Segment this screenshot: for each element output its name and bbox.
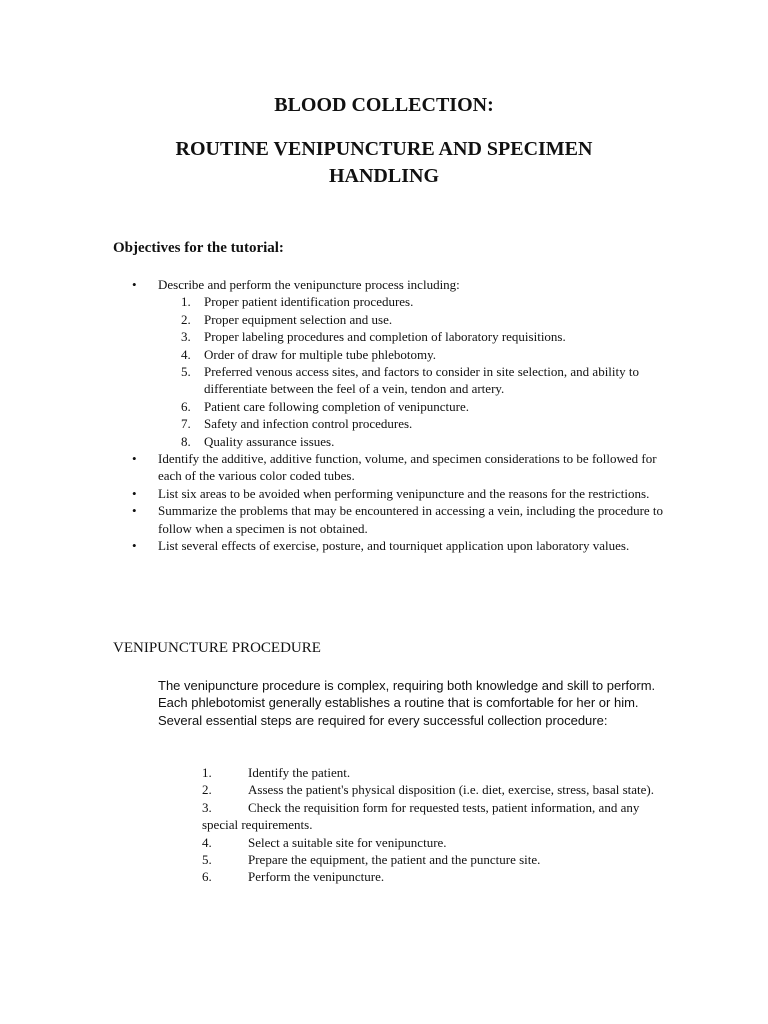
- step-text: Check the requisition form for requested tests, patient information, and any special requirements.: [202, 799, 640, 833]
- step-number: 3.: [202, 799, 212, 815]
- objective-text: Summarize the problems that may be encountered in accessing a vein, including the procedure to follow when a specimen is not obtained.: [158, 503, 664, 536]
- subitem-number: 3.: [181, 329, 191, 345]
- subitem-number: 6.: [181, 398, 191, 414]
- subitem-text: Proper patient identification procedures.: [204, 294, 414, 310]
- bullet-marker: •: [132, 485, 137, 501]
- objective-subitem: [113, 293, 673, 310]
- subitem-number: 4.: [181, 346, 191, 362]
- step-text: Assess the patient's physical disposition (i.e. diet, exercise, stress, basal state).: [248, 782, 654, 798]
- subitem-number: 5.: [181, 364, 191, 380]
- step-item: [202, 851, 654, 868]
- subitem-number: 1.: [181, 294, 191, 310]
- step-number: 2.: [202, 782, 212, 798]
- objective-subitem: [113, 363, 673, 398]
- step-item: [202, 834, 654, 851]
- objective-text: Identify the additive, additive function, volume, and specimen considerations to be followed for each of the various color coded tubes.: [158, 451, 657, 484]
- subitem-text: Patient care following completion of venipuncture.: [204, 398, 469, 414]
- bullet-marker: •: [132, 277, 137, 292]
- subitem-text: Order of draw for multiple tube phlebotomy.: [204, 346, 437, 362]
- document-subtitle: ROUTINE VENIPUNCTURE AND SPECIMEN HANDLING: [175, 138, 593, 187]
- venipuncture-heading: VENIPUNCTURE PROCEDURE: [113, 640, 321, 656]
- subitem-number: 8.: [181, 433, 191, 449]
- bullet-marker: •: [132, 503, 137, 519]
- objective-bullet: [113, 276, 673, 293]
- bullet-marker: •: [132, 451, 137, 467]
- objectives-list: [113, 276, 673, 555]
- subitem-text: Safety and infection control procedures.: [204, 416, 413, 432]
- objective-bullet: [113, 502, 673, 537]
- venipuncture-steps: [202, 764, 654, 886]
- bullet-marker: •: [132, 538, 137, 554]
- objective-text: Describe and perform the venipuncture process including:: [158, 277, 460, 292]
- step-number: 6.: [202, 869, 212, 885]
- subitem-text: Proper equipment selection and use.: [204, 311, 393, 327]
- objective-text: List six areas to be avoided when performing venipuncture and the reasons for the restrictions.: [158, 485, 650, 501]
- step-item: [202, 868, 654, 885]
- step-text: Select a suitable site for venipuncture.: [248, 834, 447, 850]
- step-text: Perform the venipuncture.: [248, 869, 385, 885]
- subitem-number: 7.: [181, 416, 191, 432]
- objective-subitem: [113, 433, 673, 450]
- objective-subitem: [113, 328, 673, 345]
- objective-text: List several effects of exercise, posture, and tourniquet application upon laboratory values.: [158, 538, 630, 554]
- subitem-text: Quality assurance issues.: [204, 433, 335, 449]
- subitem-text: Preferred venous access sites, and factors to consider in site selection, and ability to differentiate between the feel of a vein, tendon and artery.: [204, 364, 640, 397]
- step-item: [202, 781, 654, 798]
- step-item: [202, 799, 654, 834]
- step-text: Prepare the equipment, the patient and the puncture site.: [248, 852, 541, 868]
- objective-subitem: [113, 398, 673, 415]
- document-title: BLOOD COLLECTION:: [274, 94, 494, 116]
- objectives-heading: Objectives for the tutorial:: [113, 240, 284, 256]
- objective-subitem: [113, 415, 673, 432]
- step-item: [202, 764, 654, 781]
- subitem-number: 2.: [181, 311, 191, 327]
- step-number: 4.: [202, 834, 212, 850]
- objective-subitem: [113, 346, 673, 363]
- objective-bullet: [113, 537, 673, 554]
- subitem-text: Proper labeling procedures and completion of laboratory requisitions.: [204, 329, 566, 345]
- venipuncture-paragraph: The venipuncture procedure is complex, requiring both knowledge and skill to perform. Each phlebotomist generally establishes a routine that is comfortable for her or him. Several essential steps are required for every successful collection procedure:: [158, 678, 656, 728]
- objective-subitem: [113, 311, 673, 328]
- step-number: 5.: [202, 852, 212, 868]
- objective-bullet: [113, 485, 673, 502]
- step-text: Identify the patient.: [248, 765, 351, 780]
- objective-bullet: [113, 450, 673, 485]
- step-number: 1.: [202, 765, 212, 780]
